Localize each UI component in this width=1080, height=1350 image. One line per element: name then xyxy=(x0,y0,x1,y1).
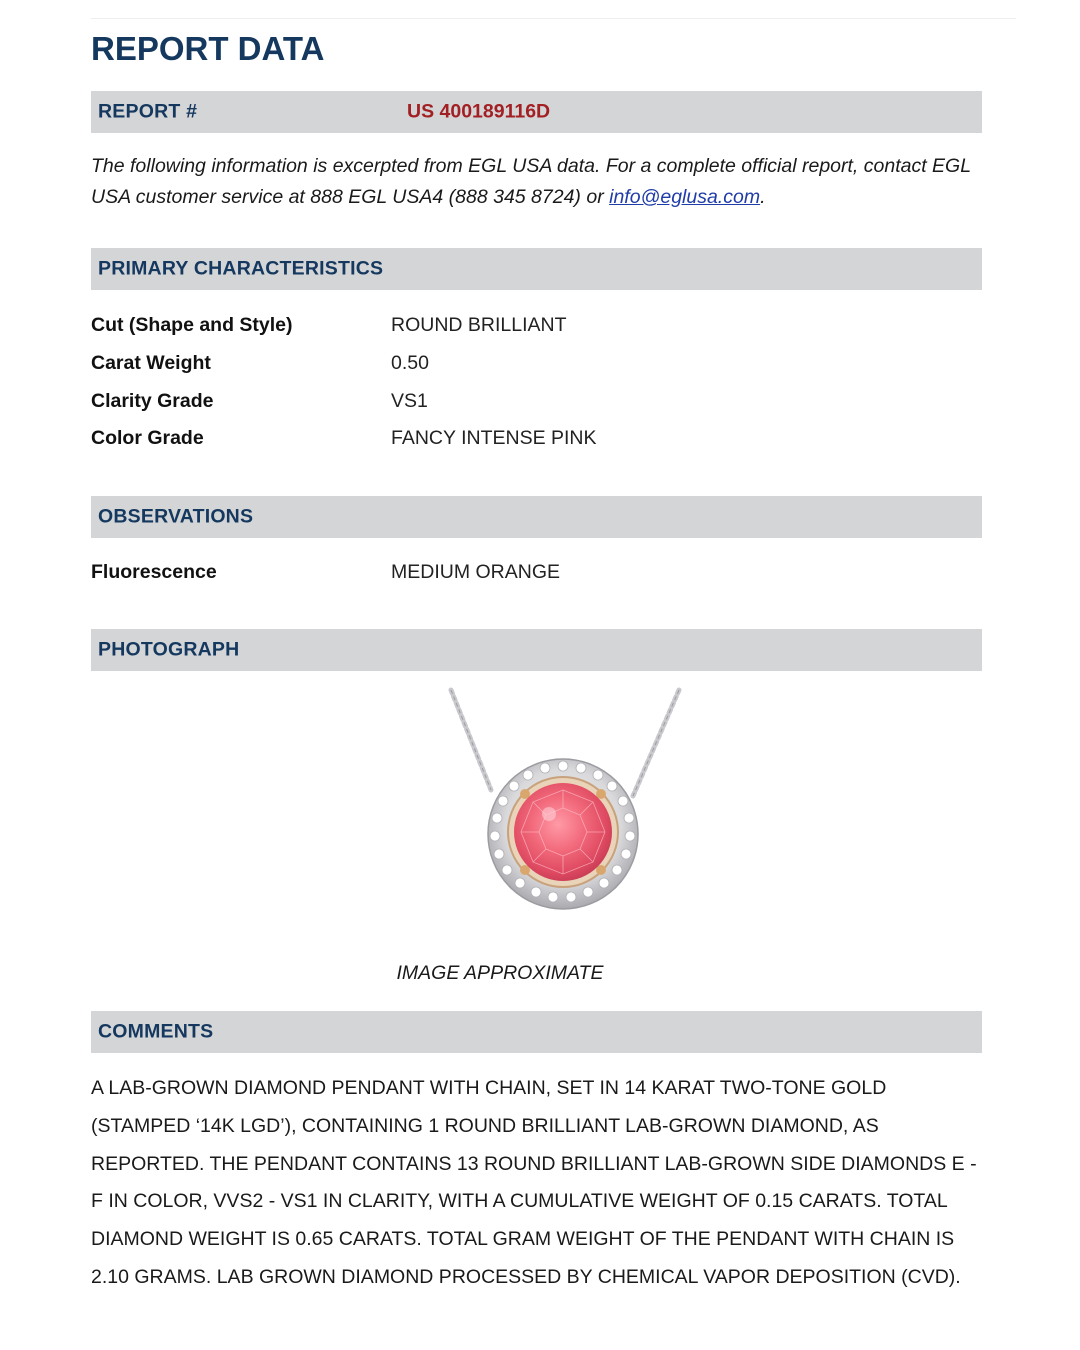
intro-paragraph xyxy=(91,151,982,213)
chain-right xyxy=(633,690,679,796)
intro-text-end: . xyxy=(760,186,766,208)
email-link[interactable]: info@eglusa.com xyxy=(609,186,761,208)
top-divider xyxy=(91,18,1016,19)
report-number-bar xyxy=(91,91,982,133)
photo-caption: IMAGE APPROXIMATE xyxy=(396,962,604,984)
observation-label: Fluorescence xyxy=(91,561,217,583)
section-title-primary: PRIMARY CHARACTERISTICS xyxy=(98,257,384,280)
section-title-observations: OBSERVATIONS xyxy=(98,505,254,528)
characteristic-label: Color Grade xyxy=(91,427,204,449)
section-title-photograph: PHOTOGRAPH xyxy=(98,638,240,661)
section-header-photograph xyxy=(91,629,982,671)
characteristic-label: Cut (Shape and Style) xyxy=(91,314,293,336)
intro-text: The following information is excerpted from EGL USA data. For a complete official report, contact EGL USA customer service at 888 EGL USA4 (888 345 8724) or xyxy=(91,155,971,208)
characteristic-value: FANCY INTENSE PINK xyxy=(391,427,597,449)
section-header-primary xyxy=(91,248,982,290)
characteristic-value: 0.50 xyxy=(391,352,429,374)
section-title-comments: COMMENTS xyxy=(98,1020,214,1043)
characteristic-row-cut xyxy=(91,310,982,340)
observation-row-fluorescence xyxy=(91,557,982,587)
characteristic-label: Carat Weight xyxy=(91,352,211,374)
characteristic-value: VS1 xyxy=(391,390,428,412)
comments-text: A LAB-GROWN DIAMOND PENDANT WITH CHAIN, SET IN 14 KARAT TWO-TONE GOLD (STAMPED ‘14K LGD’), CONTAINING 1 ROUND BRILLIANT LAB-GROWN DIAMOND, AS REPORTED. THE PENDANT CONTAINS 13 ROUND BRILLIANT LAB-GROWN SIDE DIAMONDS E - F IN COLOR, VVS2 - VS1 IN CLARITY, WITH A CUMULATIVE WEIGHT OF 0.15 CARATS. TOTAL DIAMOND WEIGHT IS 0.65 CARATS. TOTAL GRAM WEIGHT OF THE PENDANT WITH CHAIN IS 2.10 GRAMS. LAB GROWN DIAMOND PROCESSED BY CHEMICAL VAPOR DEPOSITION (CVD). xyxy=(91,1077,977,1288)
report-number-value: US 400189116D xyxy=(407,100,551,123)
section-header-comments xyxy=(91,1011,982,1053)
chain-left xyxy=(451,690,491,790)
section-header-observations xyxy=(91,496,982,538)
pendant-photo xyxy=(445,686,685,926)
characteristic-row-clarity xyxy=(91,386,982,416)
characteristic-label: Clarity Grade xyxy=(91,390,214,412)
report-number-label: REPORT # xyxy=(98,100,198,123)
page-title: REPORT DATA xyxy=(91,30,325,67)
observation-value: MEDIUM ORANGE xyxy=(391,561,561,583)
characteristic-row-color xyxy=(91,423,982,453)
characteristic-value: ROUND BRILLIANT xyxy=(391,314,567,336)
characteristic-row-carat xyxy=(91,348,982,378)
